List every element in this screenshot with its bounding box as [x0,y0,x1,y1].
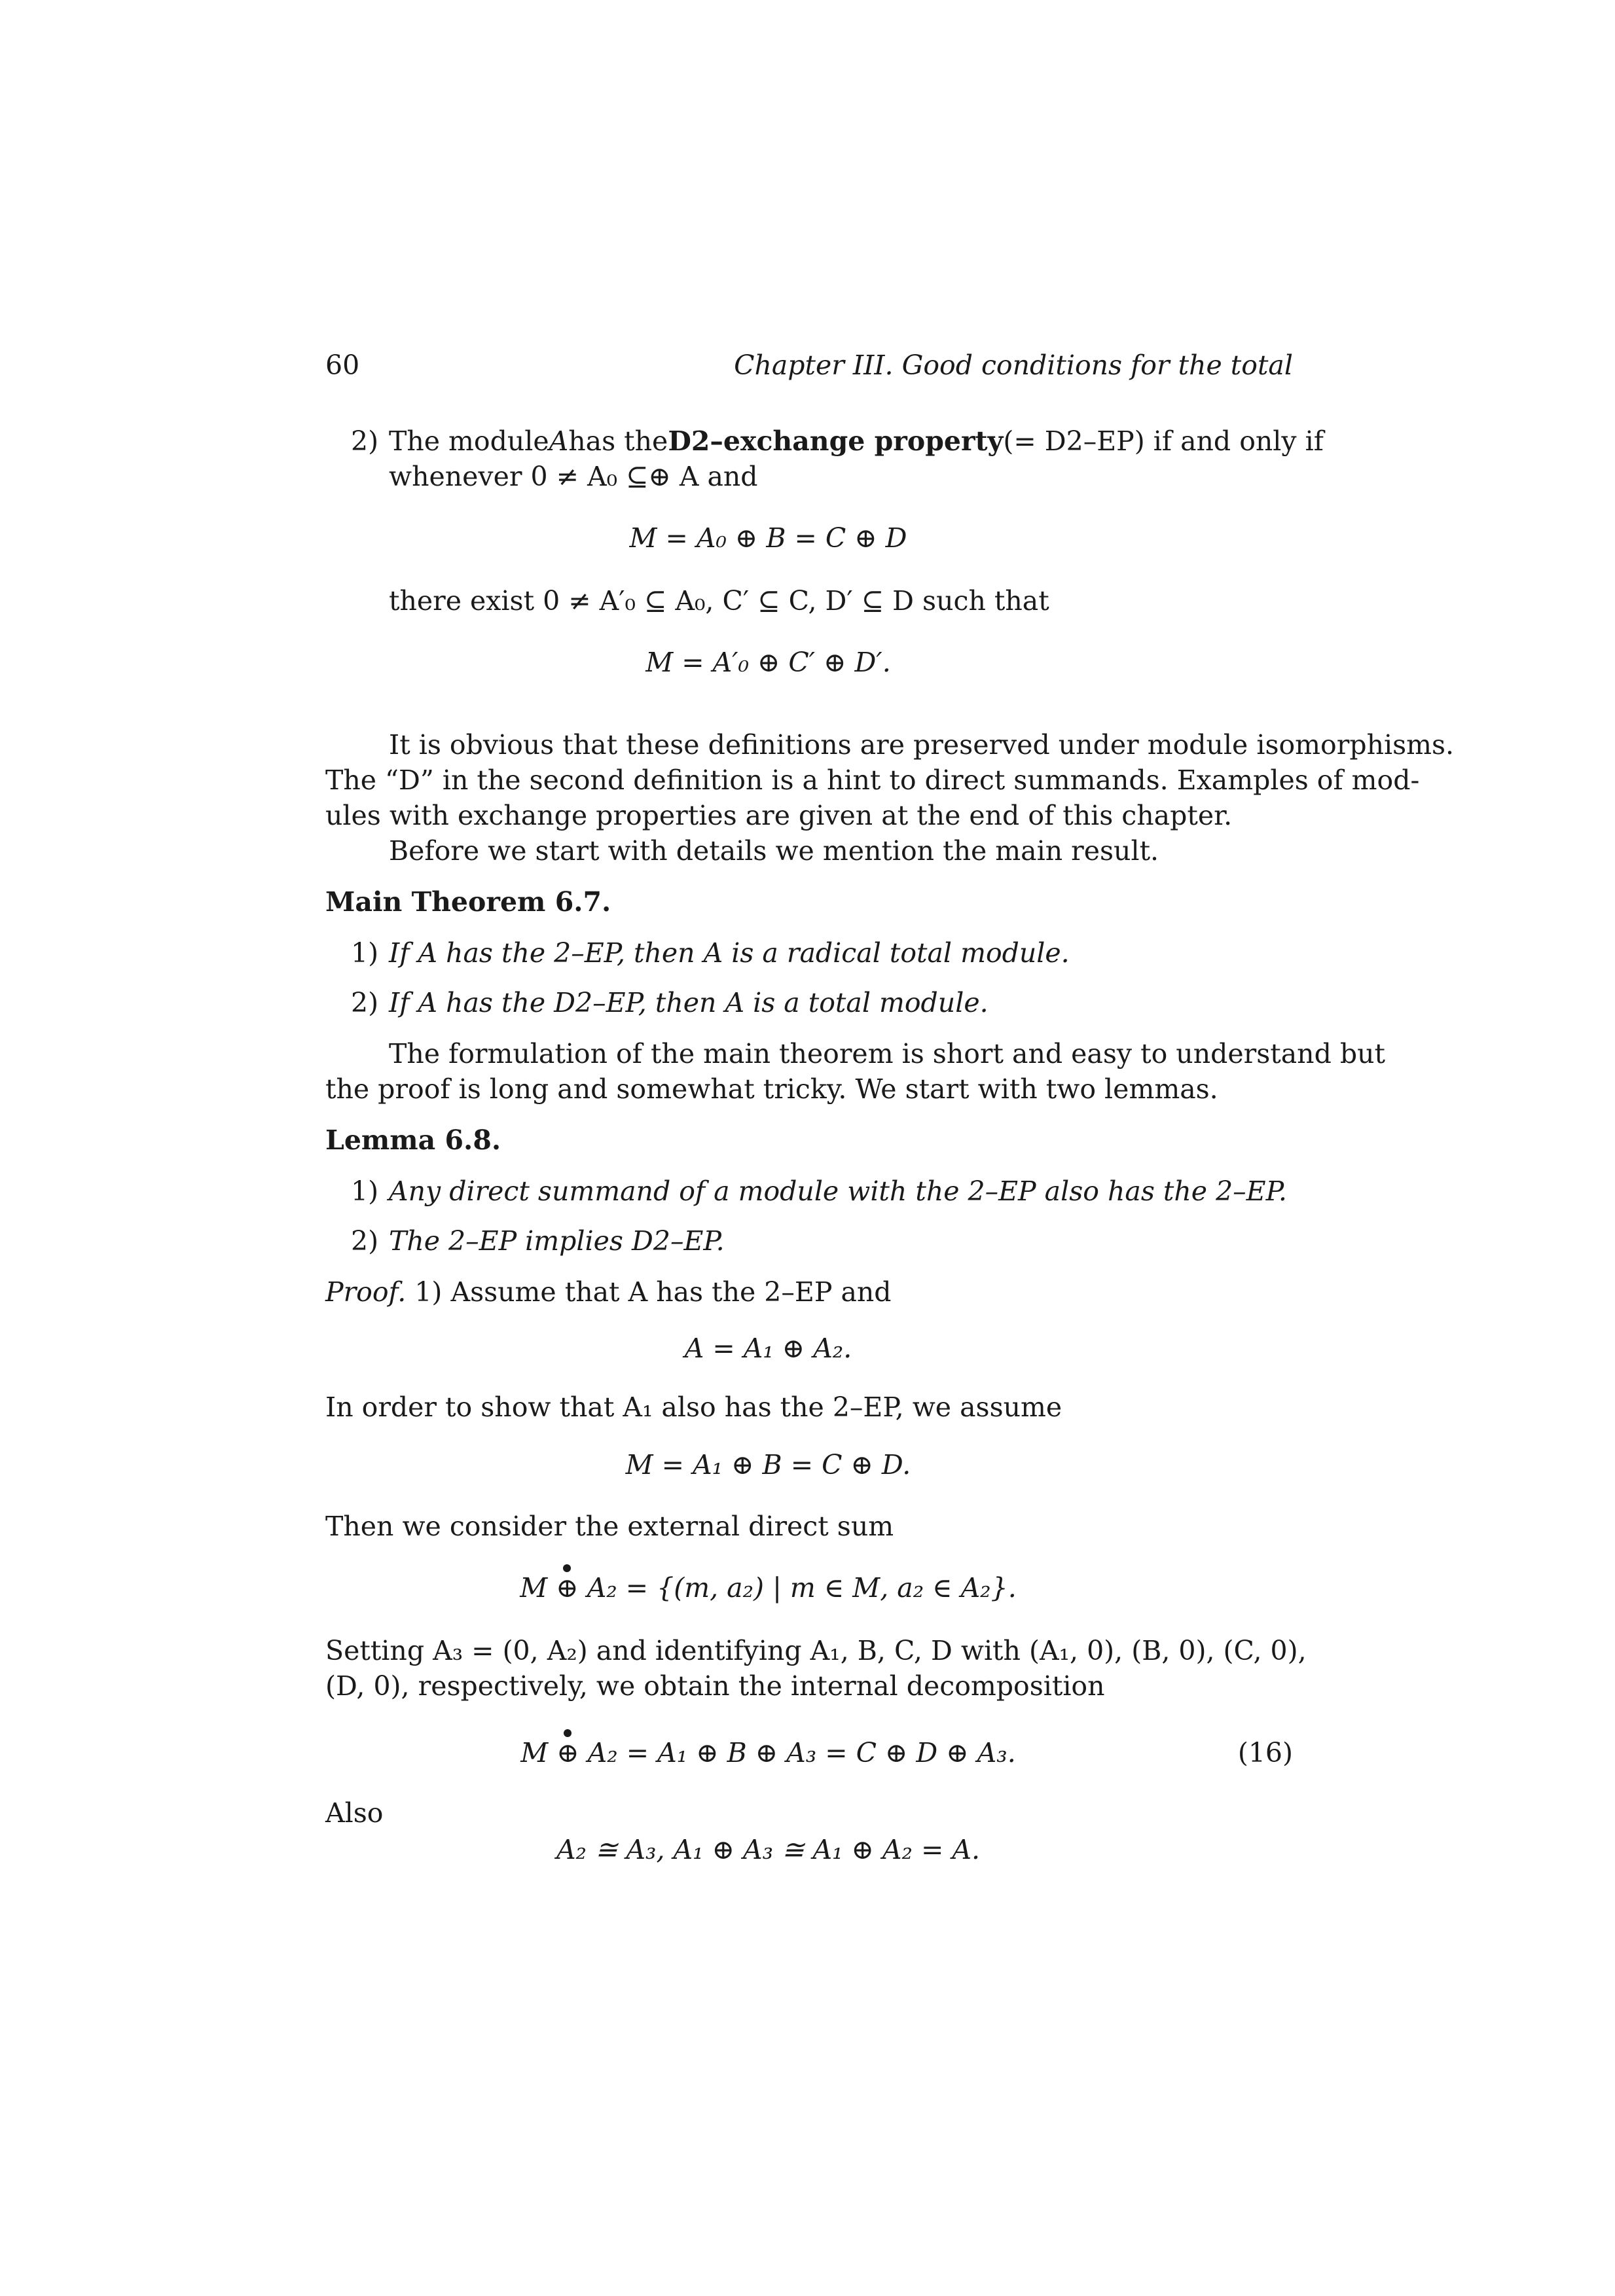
equation-proof-3 [0,1571,1615,1605]
lemma-item1-text: Any direct summand of a module with the 2–EP also has the 2–EP. [389,1175,1287,1207]
def-bold-term: D2–exchange property [668,425,1004,457]
equation-def-2-text: M = A′₀ ⊕ C′ ⊕ D′. [645,647,891,678]
theorem-item2-text: If A has the D2–EP, then A is a total module. [389,987,989,1018]
proof-line3: Then we consider the external direct sum [325,1511,894,1542]
main-theorem-title: Main Theorem 6.7. [325,886,611,918]
equation-proof-4 [0,1736,1615,1770]
equation-proof-1-text: A = A₁ ⊕ A₂. [684,1333,852,1364]
eq4-left: M [520,1737,549,1768]
equation-def-1 [0,521,1615,555]
paragraph1-line2: The “D” in the second definition is a hint to direct summands. Examples of mod- [325,764,1420,796]
lemma-item2-label: 2) [351,1225,379,1257]
proof-line4: Setting A₃ = (0, A₂) and identifying A₁, B, C, D with (A₁, 0), (B, 0), (C, 0), [325,1635,1307,1666]
definition-line-2: whenever 0 ≠ A₀ ⊆⊕ A and [389,461,758,492]
theorem-item1-text: If A has the 2–EP, then A is a radical total module. [389,937,1070,969]
theorem-item1-label: 1) [351,937,379,969]
equation-number-16: (16) [1237,1737,1293,1768]
page-number: 60 [325,350,360,381]
eq3-left: M [520,1572,548,1604]
lemma-title: Lemma 6.8. [325,1124,501,1156]
proof-label: Proof. [325,1276,407,1308]
theorem-item2-label: 2) [351,987,379,1018]
definition-line-3: there exist 0 ≠ A′₀ ⊆ A₀, C′ ⊆ C, D′ ⊆ D such that [389,585,1049,617]
external-direct-sum-symbol: ⊕ [556,1572,579,1604]
lemma-item1-label: 1) [351,1175,379,1207]
definition-line-1 [389,424,1324,458]
equation-def-1-text: M = A₀ ⊕ B = C ⊕ D [629,522,907,554]
equation-proof-1 [0,1331,1615,1365]
eq4-right: A₂ = A₁ ⊕ B ⊕ A₃ = C ⊕ D ⊕ A₃. [579,1737,1016,1768]
proof-line1 [325,1275,892,1309]
running-title: Chapter III. Good conditions for the total [734,350,1293,381]
paragraph1-line3: ules with exchange properties are given at the end of this chapter. [325,800,1233,831]
proof-line5: (D, 0), respectively, we obtain the internal decomposition [325,1670,1105,1702]
proof-line2: In order to show that A₁ also has the 2–EP, we assume [325,1391,1062,1423]
equation-proof-2-text: M = A₁ ⊕ B = C ⊕ D. [625,1449,911,1480]
def-text-a: The module [389,425,549,457]
paragraph1-line4: Before we start with details we mention the main result. [389,835,1159,867]
proof-line1-text: 1) Assume that A has the 2–EP and [406,1276,892,1308]
lemma-item2-text: The 2–EP implies D2–EP. [389,1225,725,1257]
def-text-b: has the [568,425,668,457]
proof-line6: Also [325,1797,384,1829]
equation-proof-3-content [520,1571,1016,1605]
paragraph1-line1: It is obvious that these definitions are preserved under module isomorphisms. [389,729,1455,761]
equation-proof-5 [0,1833,1615,1867]
equation-proof-2 [0,1448,1615,1482]
paragraph2-line2: the proof is long and somewhat tricky. We start with two lemmas. [325,1073,1218,1105]
equation-proof-4-content [520,1736,1016,1770]
paragraph2-line1: The formulation of the main theorem is short and easy to understand but [389,1038,1385,1069]
equation-proof-5-text: A₂ ≅ A₃, A₁ ⊕ A₃ ≅ A₁ ⊕ A₂ = A. [556,1834,981,1865]
external-direct-sum-symbol-2: ⊕ [556,1737,579,1768]
definition-item-label: 2) [351,425,379,457]
def-text-c: (= D2–EP) if and only if [1003,425,1324,457]
equation-def-2 [0,645,1615,679]
eq3-right: A₂ = {(m, a₂) | m ∈ M, a₂ ∈ A₂}. [578,1572,1017,1604]
def-var-A: A [549,425,569,457]
